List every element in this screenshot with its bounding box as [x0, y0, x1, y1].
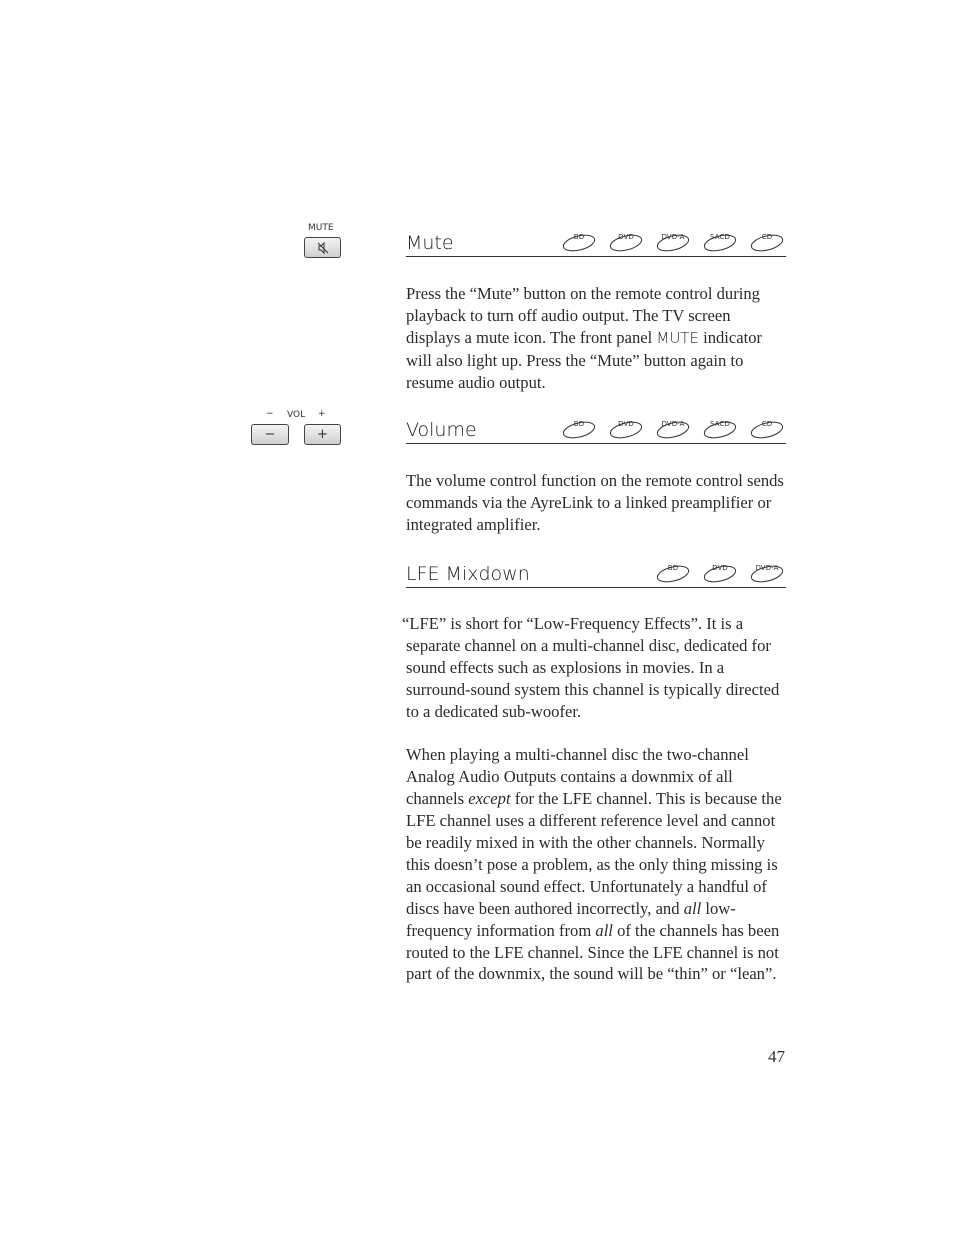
mute-disc-icons [562, 230, 786, 254]
disc-icon: BD [562, 230, 598, 254]
disc-icon: DVD [703, 561, 739, 585]
mute-remote-label: MUTE [308, 223, 334, 233]
mute-section [406, 220, 786, 394]
mute-remote-button [304, 237, 341, 258]
disc-icon: DVD-A [656, 230, 692, 254]
disc-icon: DVD-A [656, 417, 692, 441]
disc-icon: SACD [703, 417, 739, 441]
lfe-heading: LFE Mixdown [406, 563, 530, 585]
mute-indicator-name: MUTE [656, 328, 699, 347]
lfe-section [402, 551, 786, 985]
disc-icon: SACD [703, 230, 739, 254]
volume-disc-icons [562, 417, 786, 441]
volume-section [406, 407, 786, 536]
vol-minus-label: − [266, 409, 274, 419]
vol-plus-label: + [318, 409, 326, 419]
lfe-disc-icons [656, 561, 786, 585]
disc-icon: CD [750, 417, 786, 441]
disc-icon: DVD-A [750, 561, 786, 585]
disc-icon: BD [656, 561, 692, 585]
page-number: 47 [768, 1047, 785, 1066]
mute-description: Press the “Mute” button on the remote control during playback to turn off audio output. The TV screen displays a mute icon. The front panel MUTE indicator will also light up. Press the “Mute” button again to resume audio output. [406, 284, 763, 392]
lfe-paragraph-2: When playing a multi-channel disc the two-channel Analog Audio Outputs contains a downmix of all channels except for the LFE channel. This is because the LFE channel uses a different reference level and cannot be readily mixed in with the other channels. Normally this doesn’t pose a problem, as the only thing missing is an occasional sound effect. Unfortunately a handful of discs have been authored incorrectly, and all low-frequency information from all of the channels has been routed to the LFE channel. Since the LFE channel is not part of the downmix, the sound will be “thin” or “lean”. [406, 745, 782, 984]
mute-heading: Mute [406, 232, 454, 254]
mute-icon [316, 241, 330, 255]
lfe-heading-row [406, 551, 786, 588]
volume-heading: Volume [406, 419, 477, 441]
disc-icon: DVD [609, 417, 645, 441]
disc-icon: BD [562, 417, 598, 441]
disc-icon: CD [750, 230, 786, 254]
disc-icon: DVD [609, 230, 645, 254]
mute-heading-row [406, 220, 786, 257]
volume-description: The volume control function on the remote control sends commands via the AyreLink to a linked preamplifier or integrated amplifier. [406, 471, 784, 534]
vol-minus-remote-button: − [251, 424, 289, 445]
lfe-paragraph-1: “LFE” is short for “Low-Frequency Effects”. It is a separate channel on a multi-channel disc, dedicated for sound effects such as explosions in movies. In a surround-sound system this channel is typically directed to a dedicated sub-woofer. [402, 614, 780, 721]
vol-remote-label: VOL [287, 410, 306, 420]
vol-plus-remote-button: + [304, 424, 341, 445]
volume-heading-row [406, 407, 786, 444]
